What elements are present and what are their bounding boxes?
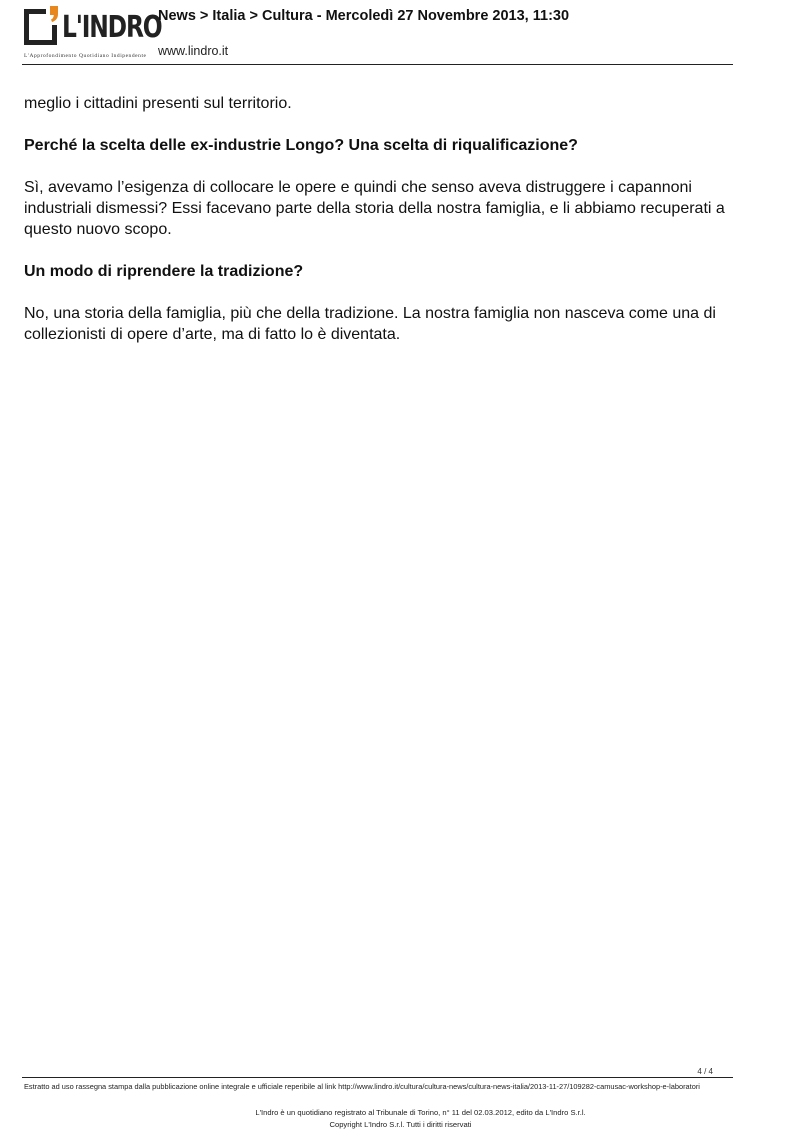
article-paragraph: No, una storia della famiglia, più che della tradizione. La nostra famiglia non nasceva come una di collezionisti di opere d’arte, ma di fatto lo è diventata. <box>24 305 716 343</box>
interview-question: Un modo di riprendere la tradizione? <box>24 263 304 280</box>
logo-bracket-icon <box>22 5 60 47</box>
page-header <box>0 0 791 66</box>
logo-wordmark: L'INDRO <box>62 10 162 45</box>
article-body <box>24 93 736 366</box>
page-number: 4 / 4 <box>697 1067 713 1076</box>
interview-question: Perché la scelta delle ex-industrie Longo? Una scelta di riqualificazione? <box>24 137 578 154</box>
footer-copyright: Copyright L'Indro S.r.l. Tutti i diritti riservati <box>329 1120 472 1129</box>
footer-divider <box>22 1077 733 1078</box>
breadcrumb-title: News > Italia > Cultura - Mercoledì 27 Novembre 2013, 11:30 <box>158 8 570 24</box>
site-url[interactable]: www.lindro.it <box>158 44 229 58</box>
footer-extract-notice[interactable]: Estratto ad uso rassegna stampa dalla pubblicazione online integrale e ufficiale reperibile al link http://www.lindro.it/cultura/cultura-news/cultura-news-italia/2013-11-27/109282-camusac-workshop-e-laboratori <box>24 1082 700 1091</box>
footer-registration: L'Indro è un quotidiano registrato al Tribunale di Torino, n° 11 del 02.03.2012, edito da L'Indro S.r.l. <box>255 1108 586 1117</box>
lindro-logo[interactable] <box>22 5 162 61</box>
article-paragraph: Sì, avevamo l’esigenza di collocare le opere e quindi che senso aveva distruggere i capannoni industriali dismessi? Essi facevano parte della storia della nostra famiglia, e li abbiamo recuperati a questo nuovo scopo. <box>24 179 725 238</box>
article-paragraph: meglio i cittadini presenti sul territorio. <box>24 95 292 112</box>
header-divider <box>22 64 733 65</box>
logo-tagline: L'Approfondimento Quotidiano Indipendente <box>24 53 147 59</box>
